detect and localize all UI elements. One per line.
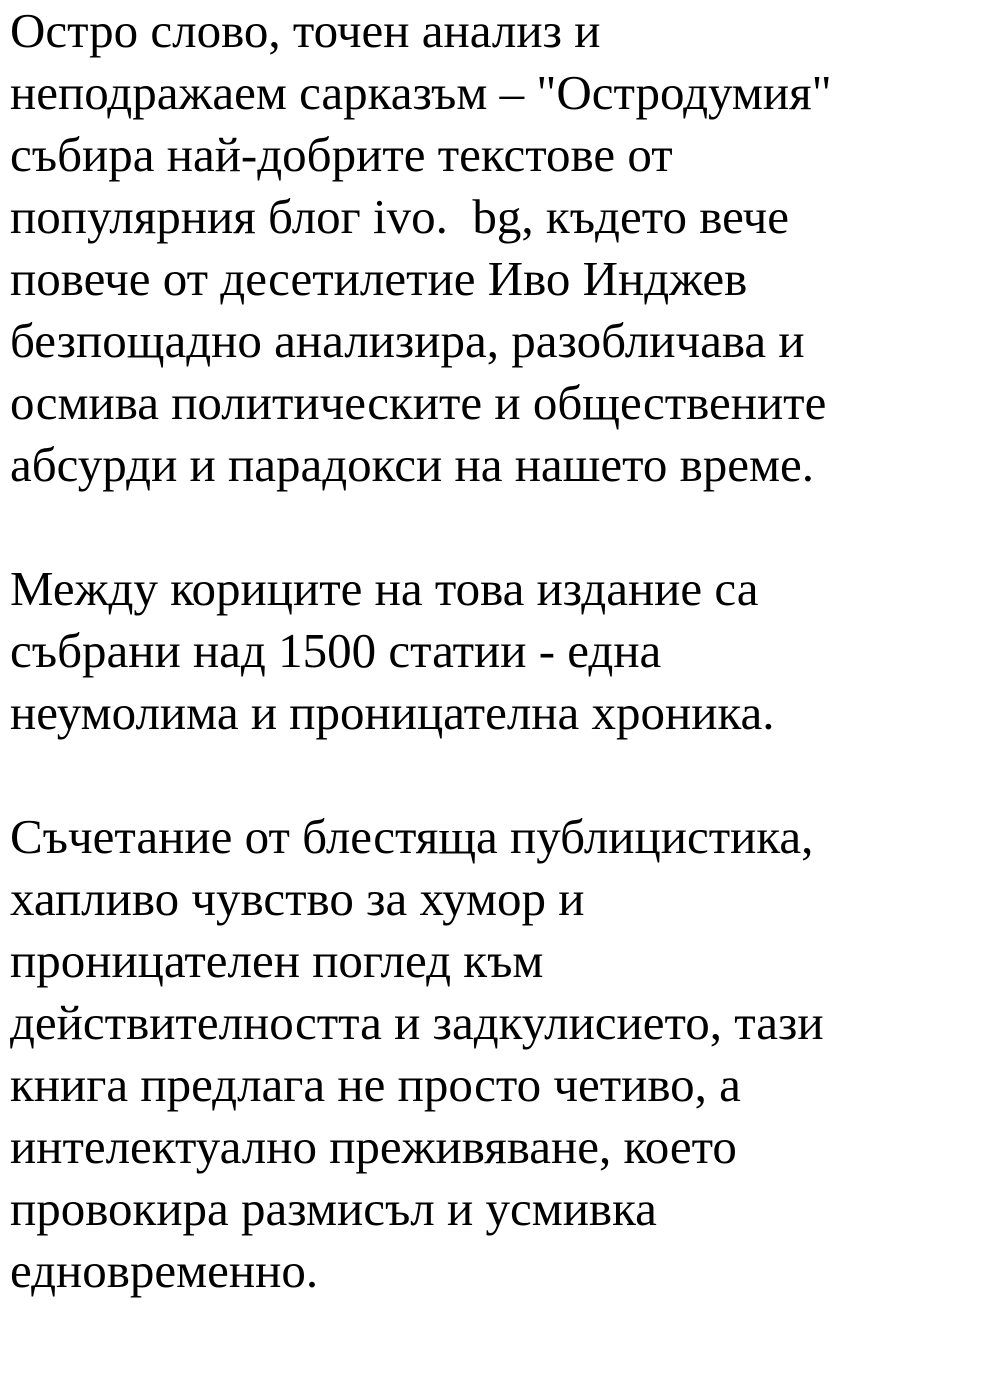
text-line: абсурди и парадокси на нашето време. (10, 437, 815, 492)
paragraph-contents (10, 558, 990, 744)
text-line: събира най-добрите текстове от (10, 127, 673, 182)
text-line: неумолима и проницателна хроника. (10, 685, 775, 740)
paragraph-spacer (10, 496, 990, 558)
text-line: Съчетание от блестяща публицистика, (10, 809, 814, 864)
text-line: едновременно. (10, 1243, 319, 1298)
text-line: провокира размисъл и усмивка (10, 1181, 657, 1236)
book-description (10, 0, 990, 1302)
text-line: проницателен поглед към (10, 933, 544, 988)
text-line: повече от десетилетие Иво Инджев (10, 251, 748, 306)
text-line: осмива политическите и обществените (10, 375, 827, 430)
paragraph-spacer (10, 744, 990, 806)
paragraph-intro (10, 0, 990, 496)
text-line: интелектуално преживяване, което (10, 1119, 737, 1174)
text-line: популярния блог ivo. bg, където вече (10, 189, 789, 244)
text-line: книга предлага не просто четиво, а (10, 1057, 741, 1112)
text-line: хапливо чувство за хумор и (10, 871, 585, 926)
text-line: Остро слово, точен анализ и (10, 3, 601, 58)
text-line: Между кориците на това издание са (10, 561, 759, 616)
text-line: безпощадно анализира, разобличава и (10, 313, 805, 368)
text-line: неподражаем сарказъм – "Остродумия" (10, 65, 832, 120)
text-line: действителността и задкулисието, тази (10, 995, 824, 1050)
text-line: събрани над 1500 статии - една (10, 623, 662, 678)
paragraph-summary (10, 806, 990, 1302)
